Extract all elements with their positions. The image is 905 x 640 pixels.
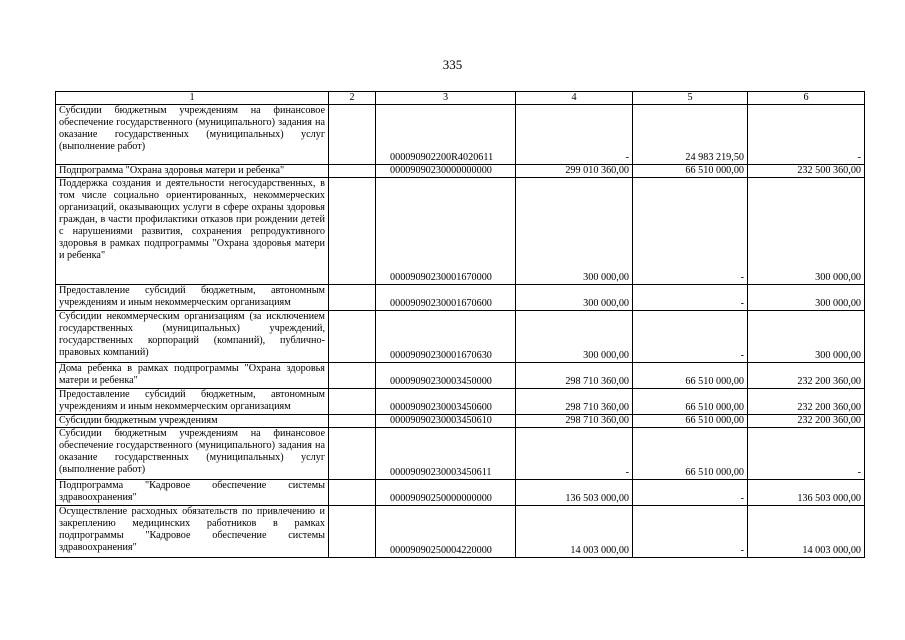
row-value-5: 66 510 000,00 bbox=[633, 415, 748, 428]
row-code: 00009090250000000000 bbox=[376, 480, 516, 506]
row-value-6: - bbox=[748, 105, 865, 165]
row-value-4: 300 000,00 bbox=[516, 285, 633, 311]
row-name: Субсидии бюджетным учреждениям на финансовое обеспечение государственного (муниципального) задания на оказание государственных (муниципальных) услуг (выполнение работ) bbox=[56, 428, 329, 480]
table-row bbox=[56, 415, 865, 428]
row-col2 bbox=[329, 506, 376, 558]
row-col2 bbox=[329, 363, 376, 389]
row-value-4: 300 000,00 bbox=[516, 311, 633, 363]
header-cell: 4 bbox=[516, 92, 633, 105]
row-code: 00009090230001670630 bbox=[376, 311, 516, 363]
table-row bbox=[56, 480, 865, 506]
table-row bbox=[56, 178, 865, 285]
row-name: Субсидии бюджетным учреждениям bbox=[56, 415, 329, 428]
row-value-5: - bbox=[633, 311, 748, 363]
row-value-5: - bbox=[633, 480, 748, 506]
row-value-6: 232 200 360,00 bbox=[748, 415, 865, 428]
row-value-5: 66 510 000,00 bbox=[633, 165, 748, 178]
row-value-6: 300 000,00 bbox=[748, 178, 865, 285]
table-row bbox=[56, 311, 865, 363]
header-cell: 3 bbox=[376, 92, 516, 105]
header-cell: 2 bbox=[329, 92, 376, 105]
row-value-4: - bbox=[516, 428, 633, 480]
row-value-6: 232 500 360,00 bbox=[748, 165, 865, 178]
row-value-4: 300 000,00 bbox=[516, 178, 633, 285]
header-row bbox=[56, 92, 865, 105]
row-name: Субсидии некоммерческим организациям (за исключением государственных (муниципальных) учреждений, государственных корпораций (компаний), публично-правовых компаний) bbox=[56, 311, 329, 363]
header-cell: 1 bbox=[56, 92, 329, 105]
row-value-5: 66 510 000,00 bbox=[633, 389, 748, 415]
row-name: Поддержка создания и деятельности негосударственных, в том числе социально ориентированных, некоммерческих организаций, оказывающих услуги в сфере охраны здоровья граждан, в части профилактики отказов при рождении детей с нарушениями развития, сохранения репродуктивного здоровья в рамках подпрограммы "Охрана здоровья матери и ребенка" bbox=[56, 178, 329, 285]
row-code: 00009090230003450000 bbox=[376, 363, 516, 389]
page-number: 335 bbox=[442, 57, 463, 72]
row-value-6: 232 200 360,00 bbox=[748, 389, 865, 415]
row-value-6: 14 003 000,00 bbox=[748, 506, 865, 558]
header-cell: 6 bbox=[748, 92, 865, 105]
row-name: Подпрограмма "Охрана здоровья матери и ребенка" bbox=[56, 165, 329, 178]
row-name: Субсидии бюджетным учреждениям на финансовое обеспечение государственного (муниципального) задания на оказание государственных (муниципальных) услуг (выполнение работ) bbox=[56, 105, 329, 165]
table-row bbox=[56, 363, 865, 389]
row-value-6: 300 000,00 bbox=[748, 285, 865, 311]
header-cell: 5 bbox=[633, 92, 748, 105]
table-row bbox=[56, 285, 865, 311]
row-value-5: - bbox=[633, 506, 748, 558]
row-value-6: 300 000,00 bbox=[748, 311, 865, 363]
row-code: 000090902200R4020611 bbox=[376, 105, 516, 165]
budget-table bbox=[55, 91, 865, 558]
row-col2 bbox=[329, 428, 376, 480]
row-value-4: 14 003 000,00 bbox=[516, 506, 633, 558]
row-value-4: 298 710 360,00 bbox=[516, 415, 633, 428]
row-value-4: - bbox=[516, 105, 633, 165]
row-col2 bbox=[329, 178, 376, 285]
row-code: 00009090230003450611 bbox=[376, 428, 516, 480]
row-code: 00009090230001670600 bbox=[376, 285, 516, 311]
row-col2 bbox=[329, 480, 376, 506]
row-name: Подпрограмма "Кадровое обеспечение системы здравоохранения" bbox=[56, 480, 329, 506]
table-row bbox=[56, 389, 865, 415]
table-row bbox=[56, 506, 865, 558]
table-row bbox=[56, 428, 865, 480]
row-value-6: 232 200 360,00 bbox=[748, 363, 865, 389]
row-name: Дома ребенка в рамках подпрограммы "Охрана здоровья матери и ребенка" bbox=[56, 363, 329, 389]
row-col2 bbox=[329, 415, 376, 428]
row-value-5: - bbox=[633, 285, 748, 311]
row-code: 00009090230003450610 bbox=[376, 415, 516, 428]
row-value-4: 136 503 000,00 bbox=[516, 480, 633, 506]
table-row bbox=[56, 165, 865, 178]
row-code: 00009090230000000000 bbox=[376, 165, 516, 178]
row-value-4: 299 010 360,00 bbox=[516, 165, 633, 178]
row-col2 bbox=[329, 105, 376, 165]
row-value-5: 66 510 000,00 bbox=[633, 363, 748, 389]
table-row bbox=[56, 105, 865, 165]
row-code: 00009090230001670000 bbox=[376, 178, 516, 285]
row-code: 00009090250004220000 bbox=[376, 506, 516, 558]
row-col2 bbox=[329, 389, 376, 415]
row-name: Осуществление расходных обязательств по привлечению и закреплению медицинских работников в рамках подпрограммы "Кадровое обеспечение системы здравоохранения" bbox=[56, 506, 329, 558]
row-code: 00009090230003450600 bbox=[376, 389, 516, 415]
row-value-4: 298 710 360,00 bbox=[516, 363, 633, 389]
row-name: Предоставление субсидий бюджетным, автономным учреждениям и иным некоммерческим организациям bbox=[56, 285, 329, 311]
row-value-6: - bbox=[748, 428, 865, 480]
row-value-5: 24 983 219,50 bbox=[633, 105, 748, 165]
row-value-5: - bbox=[633, 178, 748, 285]
row-col2 bbox=[329, 165, 376, 178]
row-name: Предоставление субсидий бюджетным, автономным учреждениям и иным некоммерческим организациям bbox=[56, 389, 329, 415]
row-col2 bbox=[329, 285, 376, 311]
row-value-6: 136 503 000,00 bbox=[748, 480, 865, 506]
row-value-5: 66 510 000,00 bbox=[633, 428, 748, 480]
row-value-4: 298 710 360,00 bbox=[516, 389, 633, 415]
row-col2 bbox=[329, 311, 376, 363]
